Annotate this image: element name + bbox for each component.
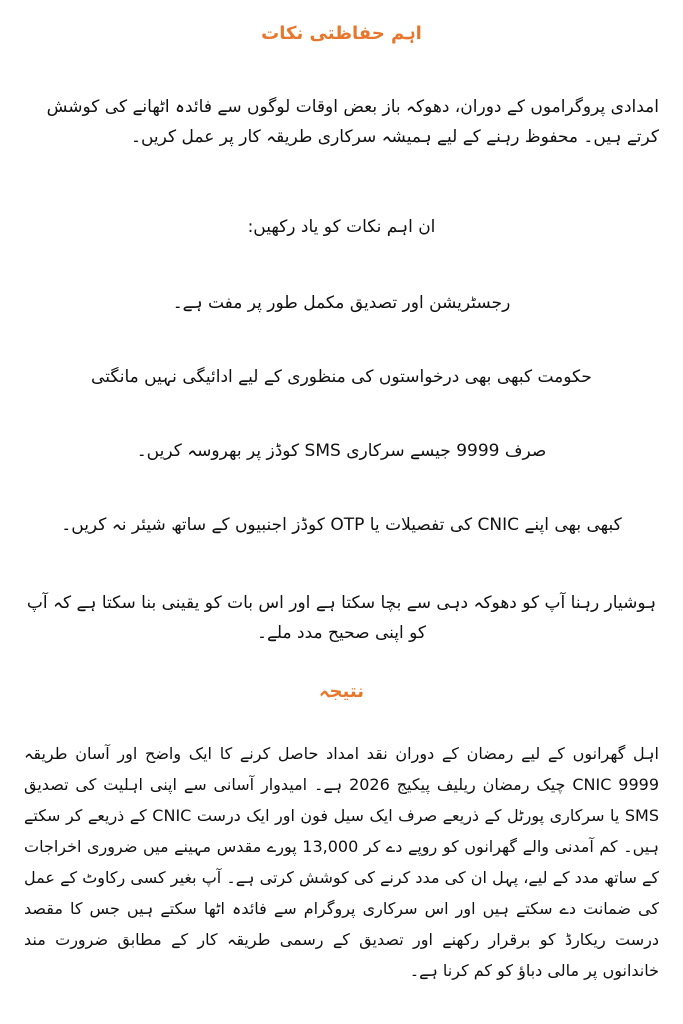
conclusion-heading: نتیجہ xyxy=(319,681,364,702)
tip-no-sharing: کبھی بھی اپنے CNIC کی تفصیلات یا OTP کوڈز اجنبیوں کے ساتھ شیئر نہ کریں۔ xyxy=(61,515,622,535)
tips-list xyxy=(24,288,659,584)
intro-paragraph: امدادی پروگراموں کے دوران، دھوکہ باز بعض اوقات لوگوں سے فائدہ اٹھانے کی کوشش کرتے ہیں۔ محفوظ رہنے کے لیے ہمیشہ سرکاری طریقہ کار پر عمل کریں۔ xyxy=(46,97,659,147)
safety-tips-heading: اہم حفاظتی نکات xyxy=(261,23,422,44)
warning-paragraph: ہوشیار رہنا آپ کو دھوکہ دہی سے بچا سکتا ہے اور اس بات کو یقینی بنا سکتا ہے کہ آپ کو اپنی صحیح مدد ملے۔ xyxy=(26,593,657,643)
tip-free-registration: رجسٹریشن اور تصدیق مکمل طور پر مفت ہے۔ xyxy=(172,293,511,313)
remember-heading: ان اہم نکات کو یاد رکھیں: xyxy=(247,217,436,237)
tip-no-payment: حکومت کبھی بھی درخواستوں کی منظوری کے لیے ادائیگی نہیں مانگتی xyxy=(91,367,592,387)
tip-official-sms: صرف 9999 جیسے سرکاری SMS کوڈز پر بھروسہ کریں۔ xyxy=(136,441,547,461)
conclusion-paragraph: اہل گھرانوں کے لیے رمضان کے دوران نقد امداد حاصل کرنے کا ایک واضح اور آسان طریقہ 9999 CNIC چیک رمضان ریلیف پیکیج 2026 ہے۔ امیدوار آسانی سے اپنی اہلیت کی تصدیق SMS یا سرکاری پورٹل کے ذریعے صرف ایک سیل فون اور ایک درست CNIC کے ذریعے کر سکتے ہیں۔ کم آمدنی والے گھرانوں کو روپے دے کر 13,000 پورے مقدس مہینے میں ضروری اخراجات کے ساتھ مدد کے لیے، پہل ان کی مدد کرنے کی کوشش کرتی ہے۔ آپ بغیر کسی رکاوٹ کے عمل کی ضمانت دے سکتے ہیں اور اس سرکاری پروگرام سے فائدہ اٹھا سکتے ہیں جس کا مقصد درست ریکارڈ کو برقرار رکھنے اور تصدیق کے رسمی طریقہ کار کے مطابق ضرورت مند خاندانوں پر مالی دباؤ کو کم کرنا ہے۔ xyxy=(24,744,660,980)
